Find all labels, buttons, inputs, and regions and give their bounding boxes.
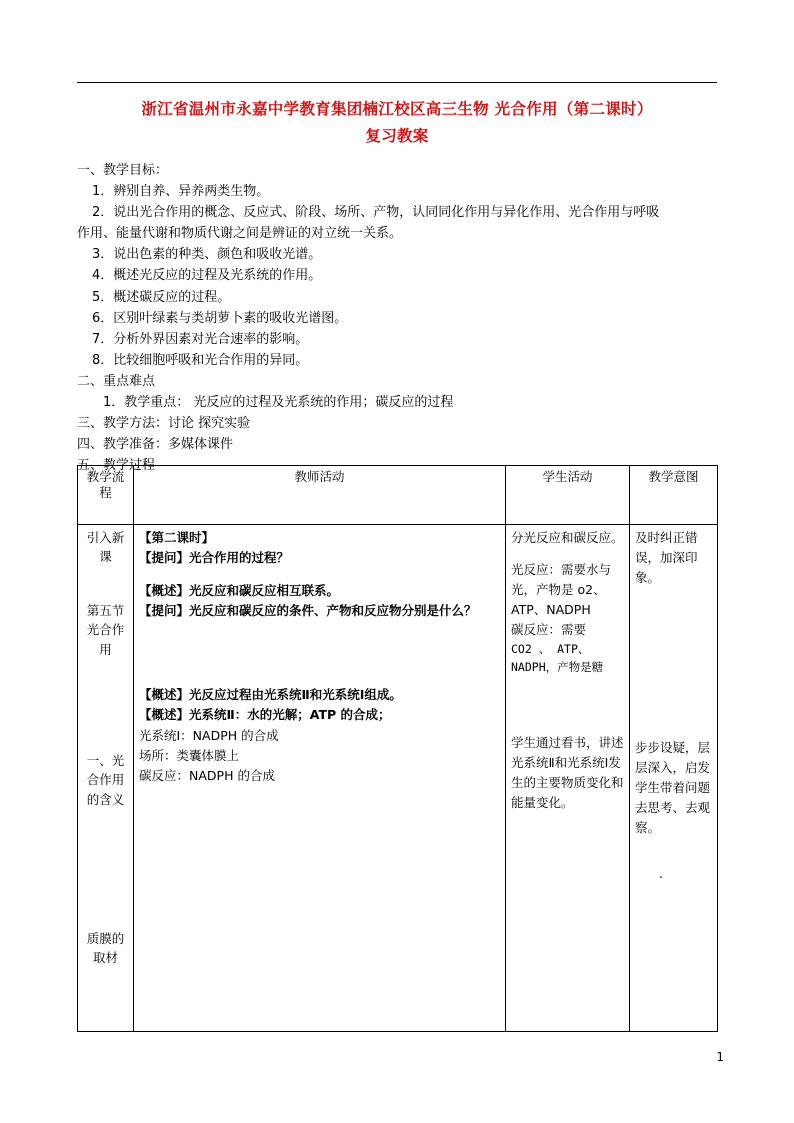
outline-line: 6．区别叶绿素与类胡萝卜素的吸收光谱图。 — [92, 310, 348, 326]
lesson-plan-table — [77, 465, 718, 1032]
page-title-line2: 复习教案 — [365, 127, 429, 146]
teacher-line: 【提问】光合作用的过程？ — [139, 550, 290, 566]
flow-item: 第五节光合作用 — [86, 602, 125, 657]
teacher-line: 【概述】光反应过程由光系统Ⅱ和光系统Ⅰ组成。 — [139, 687, 402, 702]
cell-teacher-activity — [134, 525, 506, 1032]
intent-line: 及时纠正错误，加深印象。 — [635, 530, 698, 585]
teacher-line: 【提问】光反应和碳反应的条件、产物和反应物分别是什么？ — [139, 602, 477, 618]
intent-line: . — [659, 866, 663, 881]
outline-line: 4．概述光反应的过程及光系统的作用。 — [92, 268, 322, 284]
document-content — [77, 96, 717, 476]
table-row — [78, 525, 718, 1032]
cell-teaching-flow — [78, 525, 134, 1032]
flow-item: 质膜的取材 — [86, 931, 125, 966]
teacher-line: 场所：类囊体膜上 — [139, 747, 240, 763]
outline-line: 5．概述碳反应的过程。 — [92, 289, 231, 305]
teacher-line: 【概述】光系统Ⅱ：水的光解；ATP 的合成； — [139, 707, 391, 723]
cell-student-activity — [506, 525, 630, 1032]
column-header-teacher: 教师活动 — [134, 466, 506, 525]
outline-line: 8．比较细胞呼吸和光合作用的异同。 — [92, 352, 309, 368]
page-number: 1 — [716, 1050, 724, 1064]
teacher-line: 【概述】光反应和碳反应相互联系。 — [139, 582, 340, 598]
outline-line: 3．说出色素的种类、颜色和吸收光谱。 — [92, 247, 322, 263]
lesson-outline — [77, 160, 717, 476]
page-title — [77, 96, 717, 150]
student-line: 学生通过看书，讲述光系统Ⅱ和光系统Ⅰ发生的主要物质变化和能量变化。 — [511, 734, 624, 810]
outline-line: 7．分析外界因素对光合速率的影响。 — [92, 331, 309, 347]
header-rule — [77, 82, 717, 83]
student-line: 分光反应和碳反应。 — [511, 530, 624, 545]
flow-item: 引入新课 — [86, 530, 125, 565]
outline-line: 一、教学目标： — [77, 163, 169, 179]
column-header-intent: 教学意图 — [630, 466, 718, 525]
student-line: 碳反应：需要 — [511, 622, 587, 637]
outline-line: 1．辨别自养、异养两类生物。 — [92, 184, 270, 200]
flow-item: 一、光合作用的含义 — [86, 752, 125, 807]
teacher-line: 光系统Ⅰ：NADPH 的合成 — [139, 727, 279, 743]
student-line: 光反应：需要水与光，产物是 o2、ATP、NADPH — [511, 562, 612, 617]
outline-line: 四、教学准备：多媒体课件 — [77, 436, 234, 452]
teacher-line: 【第二课时】 — [139, 530, 215, 545]
outline-line: 2．说出光合作用的概念、反应式、阶段、场所、产物，认同同化作用与异化作用、光合作用与呼吸 — [92, 205, 660, 221]
column-header-student: 学生活动 — [506, 466, 630, 525]
page-title-line1: 浙江省温州市永嘉中学教育集团楠江校区高三生物 光合作用（第二课时） — [141, 100, 653, 118]
outline-line: 二、重点难点 — [77, 373, 156, 389]
table-header-row — [78, 466, 718, 525]
teacher-line: 碳反应：NADPH 的合成 — [139, 768, 275, 783]
outline-line: 作用、能量代谢和物质代谢之间是辨证的对立统一关系。 — [77, 226, 403, 242]
outline-line: 三、教学方法：讨论 探究实验 — [77, 415, 251, 431]
student-line: CO2 、 ATP、NADPH，产物是糖 — [511, 642, 604, 675]
intent-line: 步步设疑，层层深入，启发学生带着问题去思考、去观察。 — [635, 740, 711, 835]
outline-line: 五、教学过程 — [77, 457, 156, 473]
cell-teaching-intent — [630, 525, 718, 1032]
outline-line: 1．教学重点： 光反应的过程及光系统的作用；碳反应的过程 — [103, 394, 454, 410]
column-header-flow: 教学流程 — [78, 466, 134, 525]
